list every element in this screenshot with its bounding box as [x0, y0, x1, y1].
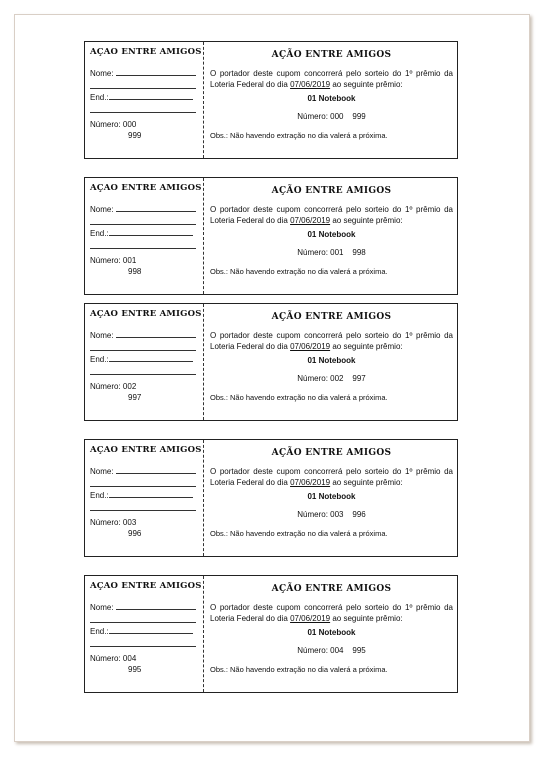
nome-fill-line-2	[90, 613, 196, 623]
ticket-stub	[85, 178, 204, 294]
stub-number-b: 997	[128, 393, 142, 402]
end-fill-line-2	[90, 501, 196, 511]
stub-number-a: 000	[122, 120, 137, 129]
ticket-number-b: 997	[352, 374, 366, 383]
nome-label: Nome:	[90, 69, 114, 78]
draw-date: 07/06/2019	[290, 342, 331, 351]
ticket-number-b: 998	[352, 248, 366, 257]
numero-label: Número:	[297, 248, 328, 257]
nome-fill-line	[116, 203, 196, 212]
stub-number-a: 004	[122, 654, 137, 663]
nome-label: Nome:	[90, 603, 114, 612]
numero-label: Número:	[297, 646, 328, 655]
end-fill-line	[109, 227, 193, 236]
observation-note: Obs.: Não havendo extração no dia valerá a próxima.	[210, 131, 388, 140]
ticket-number-a: 003	[330, 510, 344, 519]
end-label: End.:	[90, 229, 109, 238]
nome-label: Nome:	[90, 331, 114, 340]
ticket-main	[204, 304, 457, 420]
end-fill-line-2	[90, 637, 196, 647]
ticket-number-b: 996	[352, 510, 366, 519]
main-title: AÇÃO ENTRE AMIGOS	[271, 50, 392, 60]
main-title: AÇÃO ENTRE AMIGOS	[271, 448, 392, 458]
main-title: AÇÃO ENTRE AMIGOS	[271, 186, 392, 196]
prize: 01 Notebook	[307, 94, 356, 103]
observation-note: Obs.: Não havendo extração no dia valerá a próxima.	[210, 393, 388, 402]
end-fill-line	[109, 91, 193, 100]
stub-number-b: 996	[128, 529, 142, 538]
raffle-ticket	[84, 177, 458, 295]
end-label: End.:	[90, 491, 109, 500]
stub-number-b: 998	[128, 267, 142, 276]
stub-title: AÇAO ENTRE AMIGOS	[90, 47, 202, 57]
end-fill-line-2	[90, 103, 196, 113]
stub-title: AÇAO ENTRE AMIGOS	[90, 581, 202, 591]
stub-title: AÇAO ENTRE AMIGOS	[90, 183, 202, 193]
stub-number-a: 003	[122, 518, 137, 527]
ticket-number-b: 999	[352, 112, 366, 121]
ticket-number-a: 004	[330, 646, 344, 655]
document-page	[14, 14, 530, 742]
nome-fill-line-2	[90, 341, 196, 351]
draw-date: 07/06/2019	[290, 80, 331, 89]
ticket-stub	[85, 42, 204, 158]
ticket-description: O portador deste cupom concorrerá pelo sorteio do 1º prêmio da Loteria Federal do dia 07/06/2019 ao seguinte prêmio:	[210, 467, 453, 487]
observation-note: Obs.: Não havendo extração no dia valerá a próxima.	[210, 529, 388, 538]
end-fill-line-2	[90, 239, 196, 249]
end-fill-line	[109, 353, 193, 362]
end-label: End.:	[90, 355, 109, 364]
stub-number-a: 001	[122, 256, 137, 265]
raffle-ticket	[84, 41, 458, 159]
ticket-description: O portador deste cupom concorrerá pelo sorteio do 1º prêmio da Loteria Federal do dia 07/06/2019 ao seguinte prêmio:	[210, 69, 453, 89]
nome-fill-line-2	[90, 215, 196, 225]
ticket-stub	[85, 576, 204, 692]
ticket-description: O portador deste cupom concorrerá pelo sorteio do 1º prêmio da Loteria Federal do dia 07/06/2019 ao seguinte prêmio:	[210, 331, 453, 351]
end-fill-line	[109, 489, 193, 498]
observation-note: Obs.: Não havendo extração no dia valerá a próxima.	[210, 665, 388, 674]
observation-note: Obs.: Não havendo extração no dia valerá a próxima.	[210, 267, 388, 276]
prize: 01 Notebook	[307, 492, 356, 501]
draw-date: 07/06/2019	[290, 478, 331, 487]
ticket-main	[204, 440, 457, 556]
ticket-number-a: 000	[330, 112, 344, 121]
stub-number-b: 995	[128, 665, 142, 674]
main-title: AÇÃO ENTRE AMIGOS	[271, 584, 392, 594]
raffle-ticket	[84, 439, 458, 557]
numero-label: Número:	[90, 518, 121, 527]
ticket-stub	[85, 440, 204, 556]
numero-label: Número:	[297, 112, 328, 121]
raffle-ticket	[84, 575, 458, 693]
prize: 01 Notebook	[307, 230, 356, 239]
ticket-main	[204, 178, 457, 294]
nome-label: Nome:	[90, 467, 114, 476]
nome-label: Nome:	[90, 205, 114, 214]
end-fill-line-2	[90, 365, 196, 375]
ticket-description: O portador deste cupom concorrerá pelo sorteio do 1º prêmio da Loteria Federal do dia 07/06/2019 ao seguinte prêmio:	[210, 205, 453, 225]
stub-title: AÇAO ENTRE AMIGOS	[90, 445, 202, 455]
stub-title: AÇAO ENTRE AMIGOS	[90, 309, 202, 319]
main-title: AÇÃO ENTRE AMIGOS	[271, 312, 392, 322]
nome-fill-line-2	[90, 477, 196, 487]
raffle-ticket	[84, 303, 458, 421]
draw-date: 07/06/2019	[290, 216, 331, 225]
ticket-number-a: 001	[330, 248, 344, 257]
ticket-number-a: 002	[330, 374, 344, 383]
ticket-main	[204, 576, 457, 692]
ticket-main	[204, 42, 457, 158]
ticket-stub	[85, 304, 204, 420]
nome-fill-line	[116, 329, 196, 338]
numero-label: Número:	[297, 374, 328, 383]
end-fill-line	[109, 625, 193, 634]
prize: 01 Notebook	[307, 356, 356, 365]
numero-label: Número:	[90, 120, 121, 129]
stub-number-b: 999	[128, 131, 142, 140]
nome-fill-line-2	[90, 79, 196, 89]
ticket-number-b: 995	[352, 646, 366, 655]
stub-number-a: 002	[122, 382, 137, 391]
numero-label: Número:	[90, 256, 121, 265]
end-label: End.:	[90, 627, 109, 636]
nome-fill-line	[116, 465, 196, 474]
end-label: End.:	[90, 93, 109, 102]
draw-date: 07/06/2019	[290, 614, 331, 623]
prize: 01 Notebook	[307, 628, 356, 637]
numero-label: Número:	[297, 510, 328, 519]
ticket-description: O portador deste cupom concorrerá pelo sorteio do 1º prêmio da Loteria Federal do dia 07/06/2019 ao seguinte prêmio:	[210, 603, 453, 623]
nome-fill-line	[116, 67, 196, 76]
nome-fill-line	[116, 601, 196, 610]
numero-label: Número:	[90, 382, 121, 391]
numero-label: Número:	[90, 654, 121, 663]
